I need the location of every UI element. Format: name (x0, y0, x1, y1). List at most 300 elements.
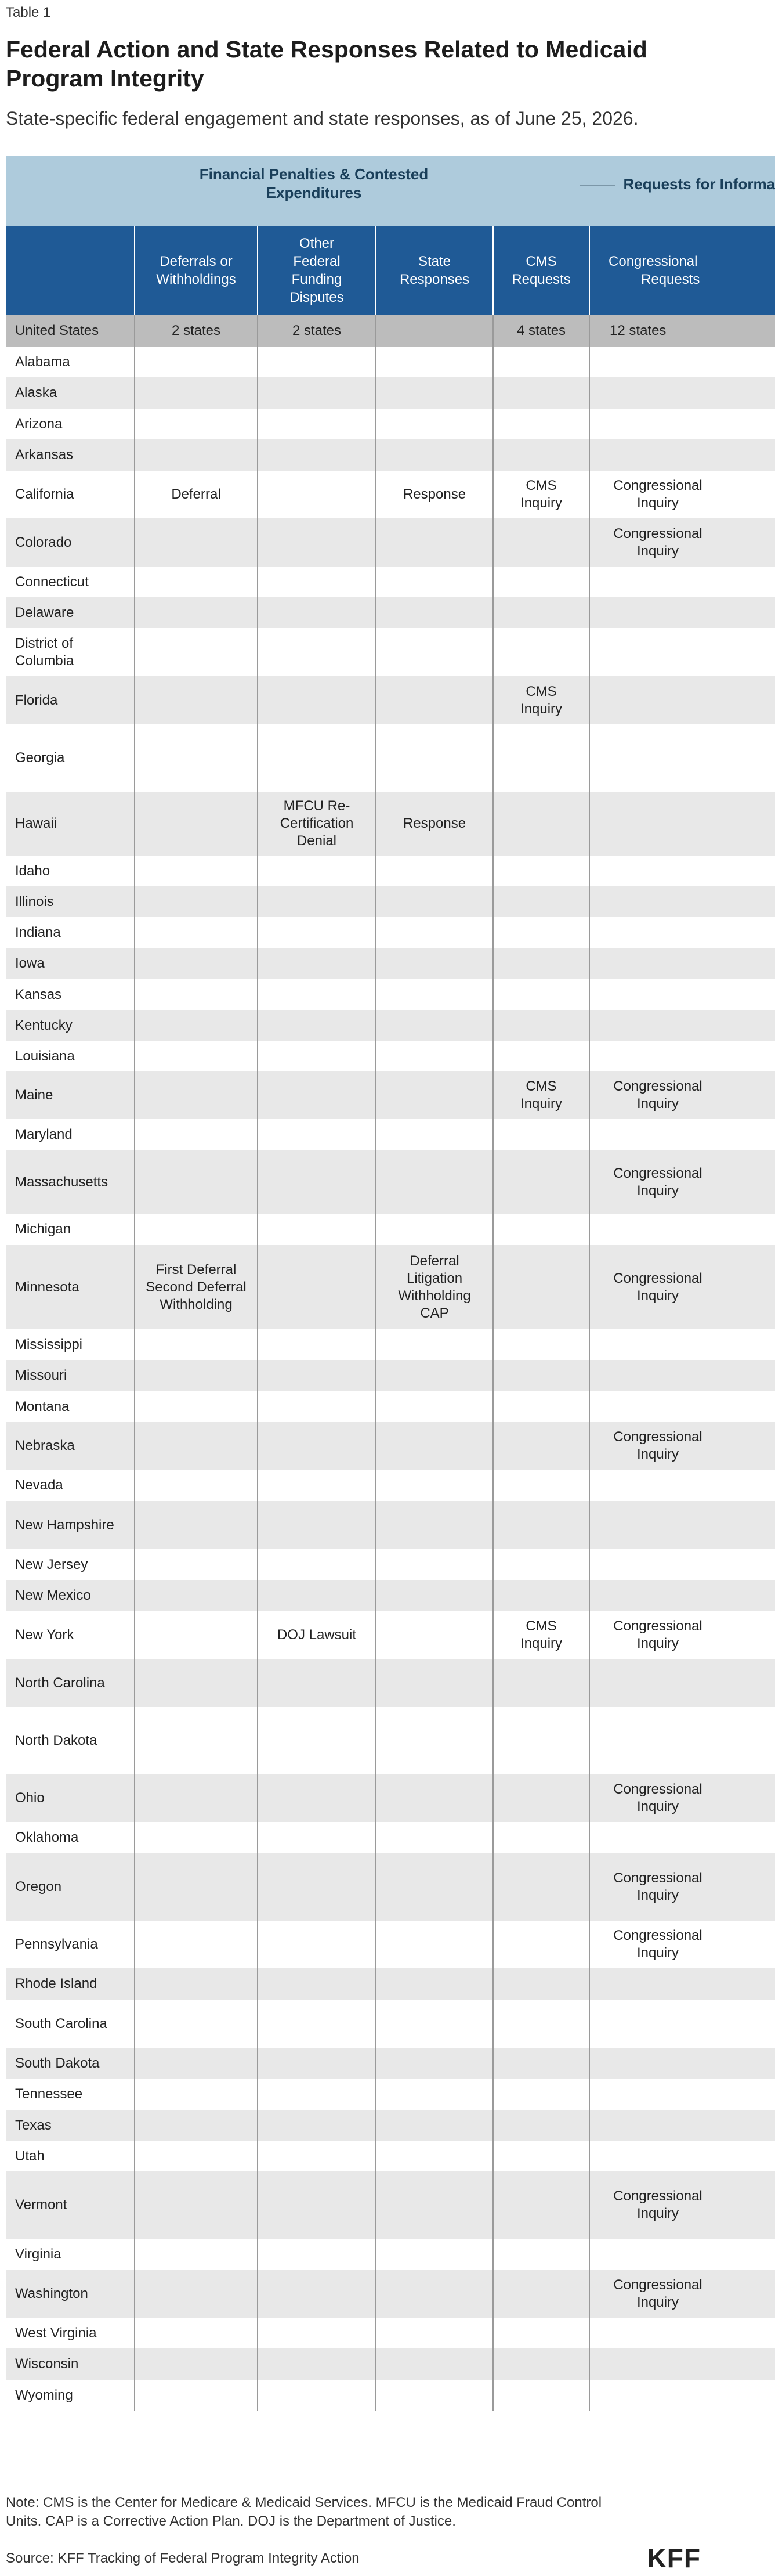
table-row (6, 792, 775, 856)
congressional-requests-cell (589, 1119, 775, 1150)
table-row (6, 597, 775, 628)
state-name-cell: Vermont (6, 2171, 135, 2239)
deferrals-cell (135, 1422, 258, 1470)
state-name-cell: New York (15, 1627, 74, 1643)
deferrals-cell (135, 1580, 258, 1611)
congressional-requests-cell (589, 917, 775, 948)
deferrals-cell (135, 1119, 258, 1150)
table-row (6, 856, 775, 886)
congressional-requests-cell (589, 1501, 775, 1549)
congressional-requests-cell (589, 439, 775, 471)
summary-deferrals: 2 states (135, 315, 258, 347)
cms-requests-cell (493, 917, 589, 948)
cms-requests-cell (493, 1329, 589, 1360)
table-row (6, 1360, 775, 1391)
congressional-requests-cell (589, 1659, 775, 1707)
other-disputes-cell (258, 2110, 376, 2141)
table-row (6, 2239, 775, 2270)
state-responses-cell (376, 917, 493, 948)
other-disputes-cell (258, 2348, 376, 2380)
other-disputes-cell (258, 597, 376, 628)
deferrals-cell (135, 1214, 258, 1245)
group-header-requests-for-information: Requests for Informa (493, 156, 775, 226)
cms-requests-cell (493, 439, 589, 471)
cms-requests-cell (493, 2318, 589, 2348)
congressional-requests-cell: Congressional Inquiry (589, 2171, 775, 2239)
cms-requests-cell (493, 856, 589, 886)
table-row (6, 676, 775, 724)
column-header-congressional-requests: Congressional Requests (589, 226, 775, 315)
state-actions-table (6, 156, 775, 2411)
table-scroll-container[interactable] (6, 156, 775, 2465)
congressional-requests-cell (589, 1391, 775, 1422)
congressional-requests-cell: Congressional Inquiry (589, 518, 775, 567)
state-responses-cell (376, 676, 493, 724)
state-name-cell: Virginia (15, 2246, 61, 2262)
cms-requests-cell (493, 2141, 589, 2171)
deferrals-cell (135, 377, 258, 409)
congressional-requests-cell (589, 347, 775, 377)
cms-requests-cell (493, 1245, 589, 1329)
cms-requests-cell (493, 792, 589, 856)
state-name-cell: Colorado (6, 518, 135, 567)
state-responses-cell (376, 1580, 493, 1611)
other-disputes-cell (258, 1921, 376, 1968)
congressional-requests-cell (589, 409, 775, 439)
table-row (6, 1245, 775, 1329)
other-disputes-cell (258, 1501, 376, 1549)
kff-logo: KFF (647, 2543, 701, 2573)
state-name-cell: Connecticut (15, 573, 89, 590)
deferrals-cell (135, 1822, 258, 1853)
state-responses-cell (376, 1214, 493, 1245)
state-name-cell: Maine (6, 1071, 135, 1119)
deferrals-cell (135, 1470, 258, 1501)
state-name-cell: Pennsylvania (15, 1936, 98, 1952)
cms-requests-cell (493, 377, 589, 409)
other-disputes-cell (258, 439, 376, 471)
state-responses-cell (376, 1391, 493, 1422)
deferrals-cell (135, 1968, 258, 2000)
cms-requests-cell (493, 948, 589, 979)
congressional-requests-cell (589, 856, 775, 886)
table-row (6, 948, 775, 979)
state-responses-cell (376, 1150, 493, 1214)
other-disputes-cell (258, 917, 376, 948)
cms-requests-cell (493, 2348, 589, 2380)
state-responses-cell (376, 1329, 493, 1360)
state-responses-cell (376, 409, 493, 439)
table-row (6, 1501, 775, 1549)
other-disputes-cell (258, 856, 376, 886)
cms-requests-cell (493, 1150, 589, 1214)
table-row (6, 1549, 775, 1580)
cms-requests-cell (493, 2000, 589, 2048)
state-responses-cell (376, 1549, 493, 1580)
deferrals-cell (135, 2318, 258, 2348)
deferrals-cell (135, 886, 258, 917)
summary-cms-requests: 4 states (493, 315, 589, 347)
state-name-cell: Texas (6, 2110, 135, 2141)
congressional-requests-cell (589, 628, 775, 676)
state-responses-cell (376, 724, 493, 792)
column-header-deferrals: Deferrals or Withholdings (135, 226, 258, 315)
congressional-requests-cell (589, 2318, 775, 2348)
cms-requests-cell: CMS Inquiry (493, 1611, 589, 1659)
other-disputes-cell (258, 628, 376, 676)
deferrals-cell (135, 518, 258, 567)
state-responses-cell (376, 1707, 493, 1774)
cms-requests-cell (493, 1774, 589, 1822)
cms-requests-cell (493, 1214, 589, 1245)
deferrals-cell (135, 979, 258, 1010)
state-responses-cell (376, 1360, 493, 1391)
congressional-requests-cell (589, 377, 775, 409)
state-responses-cell (376, 597, 493, 628)
state-name-cell: New Mexico (6, 1580, 135, 1611)
congressional-requests-cell: Congressional Inquiry (589, 2270, 775, 2318)
cms-requests-cell (493, 409, 589, 439)
congressional-requests-cell: Congressional Inquiry (589, 1245, 775, 1329)
table-row (6, 917, 775, 948)
congressional-requests-cell: Congressional Inquiry (589, 1853, 775, 1921)
deferrals-cell (135, 1774, 258, 1822)
deferrals-cell (135, 2000, 258, 2048)
deferrals-cell (135, 1611, 258, 1659)
cms-requests-cell (493, 347, 589, 377)
state-responses-cell (376, 2270, 493, 2318)
table-row (6, 2380, 775, 2411)
cms-requests-cell (493, 1041, 589, 1071)
table-row (6, 1707, 775, 1774)
state-responses-cell (376, 2141, 493, 2171)
table-row (6, 1921, 775, 1968)
state-name-cell: Nevada (15, 1477, 63, 1493)
congressional-requests-cell (589, 2239, 775, 2270)
deferrals-cell (135, 347, 258, 377)
cms-requests-cell (493, 1968, 589, 2000)
state-name-cell: Oregon (6, 1853, 135, 1921)
state-responses-cell (376, 567, 493, 597)
congressional-requests-cell: Congressional Inquiry (589, 471, 775, 518)
deferrals-cell (135, 1041, 258, 1071)
other-disputes-cell (258, 1580, 376, 1611)
state-name-cell: South Carolina (15, 2015, 107, 2032)
table-row (6, 886, 775, 917)
state-name-cell: Minnesota (6, 1245, 135, 1329)
other-disputes-cell (258, 1071, 376, 1119)
congressional-requests-cell (589, 886, 775, 917)
state-name-cell: Utah (15, 2148, 45, 2164)
other-disputes-cell (258, 1360, 376, 1391)
state-responses-cell (376, 1822, 493, 1853)
other-disputes-cell (258, 2079, 376, 2110)
other-disputes-cell: MFCU Re-Certification Denial (258, 792, 376, 856)
state-name-cell: Wisconsin (6, 2348, 135, 2380)
other-disputes-cell (258, 1391, 376, 1422)
column-header-state (6, 226, 135, 315)
table-row (6, 439, 775, 471)
deferrals-cell (135, 856, 258, 886)
state-name-cell: Kentucky (6, 1010, 135, 1041)
table-row (6, 1774, 775, 1822)
congressional-requests-cell (589, 2079, 775, 2110)
source-line: Source: KFF Tracking of Federal Program Integrity Action (6, 2550, 360, 2566)
table-row (6, 2141, 775, 2171)
state-name-cell: Alabama (15, 354, 70, 370)
deferrals-cell (135, 2348, 258, 2380)
congressional-requests-cell (589, 1822, 775, 1853)
deferrals-cell (135, 1921, 258, 1968)
congressional-requests-cell (589, 792, 775, 856)
table-row (6, 979, 775, 1010)
state-responses-cell (376, 948, 493, 979)
cms-requests-cell (493, 597, 589, 628)
deferrals-cell (135, 2048, 258, 2079)
table-row (6, 1470, 775, 1501)
other-disputes-cell (258, 1245, 376, 1329)
state-responses-cell: Deferral Litigation Withholding CAP (376, 1245, 493, 1329)
other-disputes-cell (258, 1659, 376, 1707)
deferrals-cell (135, 1853, 258, 1921)
other-disputes-cell (258, 1707, 376, 1774)
group-header-blank (6, 156, 135, 226)
state-name-cell: Rhode Island (6, 1968, 135, 2000)
deferrals-cell (135, 1010, 258, 1041)
state-responses-cell (376, 2380, 493, 2411)
deferrals-cell (135, 792, 258, 856)
deferrals-cell: Deferral (135, 471, 258, 518)
column-header-row (6, 226, 775, 315)
state-responses-cell (376, 2110, 493, 2141)
deferrals-cell (135, 1150, 258, 1214)
cms-requests-cell (493, 1470, 589, 1501)
state-name-cell: Hawaii (6, 792, 135, 856)
state-responses-cell (376, 1119, 493, 1150)
cms-requests-cell (493, 628, 589, 676)
state-name-cell: Washington (6, 2270, 135, 2318)
cms-requests-cell (493, 724, 589, 792)
table-row (6, 1822, 775, 1853)
state-responses-cell (376, 347, 493, 377)
deferrals-cell (135, 724, 258, 792)
deferrals-cell (135, 597, 258, 628)
cms-requests-cell (493, 979, 589, 1010)
state-responses-cell (376, 1010, 493, 1041)
state-name-cell: California (15, 486, 74, 502)
cms-requests-cell (493, 1010, 589, 1041)
state-name-cell: Arizona (15, 416, 63, 432)
state-name-cell: West Virginia (15, 2325, 97, 2341)
other-disputes-cell (258, 1422, 376, 1470)
page-title: Federal Action and State Responses Related to Medicaid Program Integrity (6, 36, 647, 92)
state-responses-cell (376, 886, 493, 917)
deferrals-cell (135, 2380, 258, 2411)
cms-requests-cell (493, 518, 589, 567)
state-name-cell: Idaho (15, 863, 50, 879)
deferrals-cell (135, 1501, 258, 1549)
deferrals-cell (135, 1329, 258, 1360)
state-responses-cell (376, 1774, 493, 1822)
other-disputes-cell (258, 1010, 376, 1041)
state-name-cell: Maryland (15, 1127, 73, 1142)
congressional-requests-cell (589, 1580, 775, 1611)
cms-requests-cell (493, 2048, 589, 2079)
congressional-requests-cell: Congressional Inquiry (589, 1150, 775, 1214)
state-name-cell: Kansas (15, 986, 62, 1002)
state-responses-cell (376, 2348, 493, 2380)
table-row (6, 1968, 775, 2000)
state-name-cell: Wyoming (15, 2387, 73, 2403)
deferrals-cell (135, 1391, 258, 1422)
other-disputes-cell (258, 518, 376, 567)
other-disputes-cell (258, 1214, 376, 1245)
state-name-cell: South Dakota (6, 2048, 135, 2079)
other-disputes-cell (258, 2141, 376, 2171)
cms-requests-cell (493, 1119, 589, 1150)
other-disputes-cell (258, 1119, 376, 1150)
state-responses-cell (376, 1853, 493, 1921)
congressional-requests-cell (589, 724, 775, 792)
page-subtitle: State-specific federal engagement and state responses, as of June 25, 2026. (6, 108, 639, 129)
table-row (6, 1853, 775, 1921)
table-row (6, 628, 775, 676)
state-responses-cell (376, 1921, 493, 1968)
state-responses-cell (376, 2239, 493, 2270)
state-responses-cell: Response (376, 792, 493, 856)
state-name-cell: Mississippi (15, 1336, 83, 1352)
congressional-requests-cell (589, 567, 775, 597)
table-row (6, 518, 775, 567)
cms-requests-cell (493, 2239, 589, 2270)
deferrals-cell (135, 1549, 258, 1580)
congressional-requests-cell (589, 597, 775, 628)
cms-requests-cell (493, 1391, 589, 1422)
deferrals-cell: First Deferral Second Deferral Withholding (135, 1245, 258, 1329)
congressional-requests-cell (589, 2000, 775, 2048)
other-disputes-cell (258, 2171, 376, 2239)
deferrals-cell (135, 1707, 258, 1774)
deferrals-cell (135, 2171, 258, 2239)
group-header-financial-penalties: Financial Penalties & Contested Expenditures (135, 156, 493, 226)
other-disputes-cell (258, 1853, 376, 1921)
other-disputes-cell (258, 1968, 376, 2000)
other-disputes-cell (258, 948, 376, 979)
other-disputes-cell (258, 409, 376, 439)
congressional-requests-cell (589, 1470, 775, 1501)
cms-requests-cell (493, 1501, 589, 1549)
congressional-requests-cell (589, 948, 775, 979)
state-name-cell: Missouri (6, 1360, 135, 1391)
deferrals-cell (135, 2141, 258, 2171)
state-responses-cell (376, 2171, 493, 2239)
footnote: Note: CMS is the Center for Medicare & Medicaid Services. MFCU is the Medicaid Fraud Control Units. CAP is a Corrective Action Plan. DOJ is the Department of Justice. (6, 2495, 602, 2529)
congressional-requests-cell (589, 1707, 775, 1774)
table-row (6, 2171, 775, 2239)
congressional-requests-cell (589, 2380, 775, 2411)
state-name-cell: Indiana (15, 924, 61, 940)
state-responses-cell (376, 2318, 493, 2348)
cms-requests-cell (493, 1580, 589, 1611)
deferrals-cell (135, 676, 258, 724)
column-header-state-responses: State Responses (376, 226, 493, 315)
other-disputes-cell (258, 2270, 376, 2318)
deferrals-cell (135, 628, 258, 676)
state-name-cell: North Dakota (15, 1733, 97, 1748)
table-row (6, 377, 775, 409)
deferrals-cell (135, 917, 258, 948)
state-name-cell: District of Columbia (15, 635, 74, 669)
table-row (6, 1611, 775, 1659)
table-row (6, 2079, 775, 2110)
congressional-requests-cell (589, 2110, 775, 2141)
other-disputes-cell (258, 2380, 376, 2411)
deferrals-cell (135, 567, 258, 597)
cms-requests-cell (493, 1822, 589, 1853)
table-row (6, 1391, 775, 1422)
state-name-cell: Florida (6, 676, 135, 724)
state-name-cell: Louisiana (15, 1048, 75, 1064)
table-row (6, 1041, 775, 1071)
other-disputes-cell (258, 2048, 376, 2079)
state-responses-cell (376, 2000, 493, 2048)
cms-requests-cell (493, 1422, 589, 1470)
state-name-cell: Oklahoma (15, 1830, 79, 1845)
deferrals-cell (135, 2270, 258, 2318)
other-disputes-cell (258, 1329, 376, 1360)
other-disputes-cell (258, 2239, 376, 2270)
other-disputes-cell (258, 347, 376, 377)
deferrals-cell (135, 948, 258, 979)
state-responses-cell (376, 1659, 493, 1707)
table-row (6, 1119, 775, 1150)
congressional-requests-cell (589, 1041, 775, 1071)
other-disputes-cell (258, 567, 376, 597)
summary-congressional-requests: 12 states (589, 315, 775, 347)
summary-state-responses (376, 315, 493, 347)
table-row (6, 2048, 775, 2079)
cms-requests-cell (493, 1360, 589, 1391)
table-row (6, 1071, 775, 1119)
congressional-requests-cell (589, 979, 775, 1010)
state-responses-cell (376, 628, 493, 676)
state-name-cell: Montana (15, 1398, 70, 1415)
congressional-requests-cell (589, 676, 775, 724)
congressional-requests-cell (589, 2348, 775, 2380)
state-responses-cell (376, 1071, 493, 1119)
other-disputes-cell (258, 1774, 376, 1822)
cms-requests-cell (493, 567, 589, 597)
state-name-cell: Arkansas (6, 439, 135, 471)
state-responses-cell (376, 377, 493, 409)
cms-requests-cell (493, 1921, 589, 1968)
state-name-cell: North Carolina (6, 1659, 135, 1707)
state-name-cell: Michigan (15, 1221, 71, 1237)
other-disputes-cell (258, 1041, 376, 1071)
congressional-requests-cell: Congressional Inquiry (589, 1611, 775, 1659)
table-row (6, 2348, 775, 2380)
deferrals-cell (135, 1360, 258, 1391)
other-disputes-cell (258, 1822, 376, 1853)
other-disputes-cell (258, 471, 376, 518)
cms-requests-cell (493, 2110, 589, 2141)
other-disputes-cell (258, 1150, 376, 1214)
cms-requests-cell (493, 2270, 589, 2318)
congressional-requests-cell (589, 1214, 775, 1245)
table-row (6, 1659, 775, 1707)
congressional-requests-cell (589, 1360, 775, 1391)
deferrals-cell (135, 2110, 258, 2141)
